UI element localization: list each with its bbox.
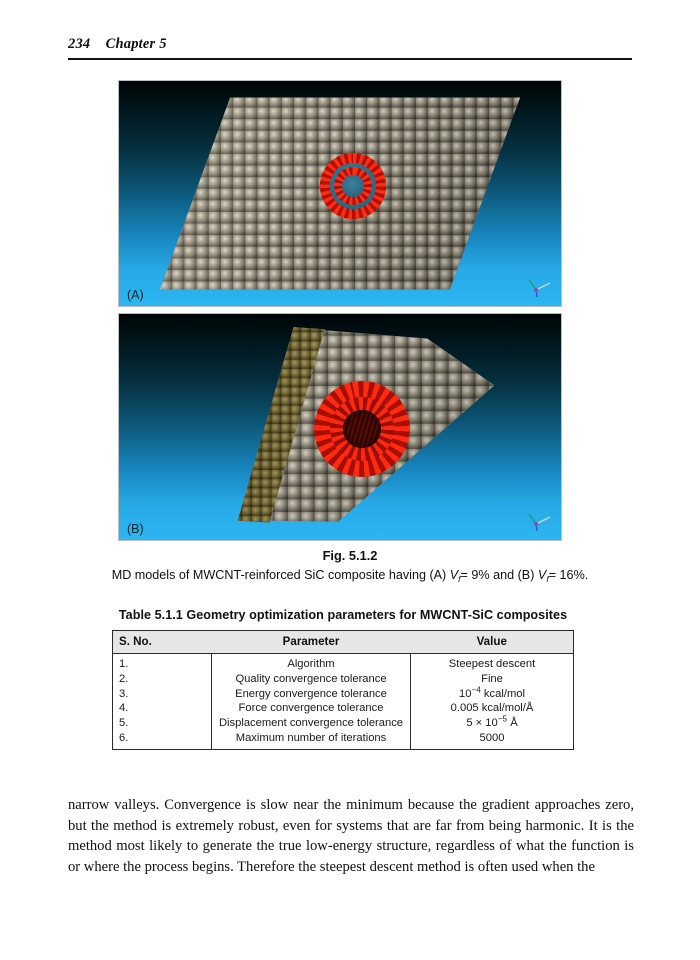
axes-gizmo-icon (527, 274, 553, 298)
figure-panel-b (118, 313, 562, 541)
caption-value-1: = 9% and (B) (460, 568, 538, 582)
caption-vf-2-symbol: V (537, 568, 547, 582)
table-body (113, 654, 574, 750)
sic-lattice-slab-b (154, 323, 526, 531)
sic-lattice-slab-a (160, 96, 520, 292)
cell-parameter: Quality convergence tolerance (212, 671, 411, 686)
running-head-text: 234 Chapter 5 (68, 36, 167, 52)
value-base: 10 (459, 687, 472, 700)
table-header (113, 631, 574, 654)
figure-5-1-2 (118, 80, 562, 541)
table-5-1-1-block (112, 608, 574, 750)
figure-panel-a (118, 80, 562, 307)
cell-value: 5000 (479, 731, 505, 744)
column-header-s-no: S. No. (113, 631, 212, 654)
axes-gizmo-icon (527, 508, 553, 532)
geometry-optimization-table (112, 630, 574, 750)
cell-s-no: 5. (113, 716, 212, 731)
cell-s-no: 3. (113, 686, 212, 701)
column-header-value: Value (411, 631, 574, 654)
value-unit: Å (507, 717, 518, 730)
value-exponent: −5 (497, 714, 508, 724)
cell-value: Steepest descent (448, 658, 536, 670)
cell-parameter: Algorithm (212, 654, 411, 672)
figure-caption-title: Fig. 5.1.2 (322, 548, 378, 563)
cell-parameter: Energy convergence tolerance (212, 686, 411, 701)
caption-vf-2 (538, 568, 549, 582)
cell-value: 0.005 kcal/mol/Å (450, 702, 534, 715)
caption-lead: MD models of MWCNT-reinforced SiC composite having (A) (111, 568, 450, 582)
cell-s-no: 1. (113, 654, 212, 672)
caption-value-2: = 16%. (548, 568, 589, 582)
table-row (113, 716, 574, 731)
table-row (113, 671, 574, 686)
table-row (113, 654, 574, 672)
value-exponent: −4 (471, 684, 481, 694)
cell-value: Fine (481, 672, 503, 685)
column-header-parameter: Parameter (212, 631, 411, 654)
cell-s-no: 2. (113, 671, 212, 686)
table-row (113, 686, 574, 701)
nanotube-inner-wall-a (334, 167, 372, 205)
cell-s-no: 4. (113, 701, 212, 716)
panel-label-a: (A) (127, 288, 144, 302)
caption-vf-1 (450, 568, 461, 582)
table-row (113, 731, 574, 750)
table-header-row (113, 631, 574, 654)
running-head (68, 36, 632, 53)
panel-label-b: (B) (127, 522, 144, 536)
mwcnt-cross-section-a (320, 153, 386, 219)
cell-value (411, 716, 574, 731)
cell-parameter: Maximum number of iterations (212, 731, 411, 750)
figure-caption (68, 548, 632, 585)
cell-parameter: Force convergence tolerance (212, 701, 411, 716)
body-paragraph: narrow valleys. Convergence is slow near the minimum because the gradient approaches zero, but the method is extremely robust, even for systems that are far from being harmonic. It is the method most likely to generate the true low-energy structure, regardless of what the function is or where the process begins. Therefore the steepest descent method is often used when the (68, 797, 634, 875)
cell-parameter: Displacement convergence tolerance (212, 716, 411, 731)
caption-vf-1-symbol: V (449, 568, 459, 582)
figure-caption-text (68, 566, 632, 585)
value-base: 5 × 10 (466, 717, 498, 730)
header-divider-rule (68, 58, 632, 60)
value-unit: kcal/mol (480, 687, 525, 700)
caption-vf-2-subscript: f (546, 573, 549, 584)
table-title: Table 5.1.1 Geometry optimization parameters for MWCNT-SiC composites (118, 608, 568, 622)
cell-value (411, 686, 574, 701)
cell-s-no: 6. (113, 731, 212, 750)
caption-vf-1-subscript: f (458, 573, 461, 584)
